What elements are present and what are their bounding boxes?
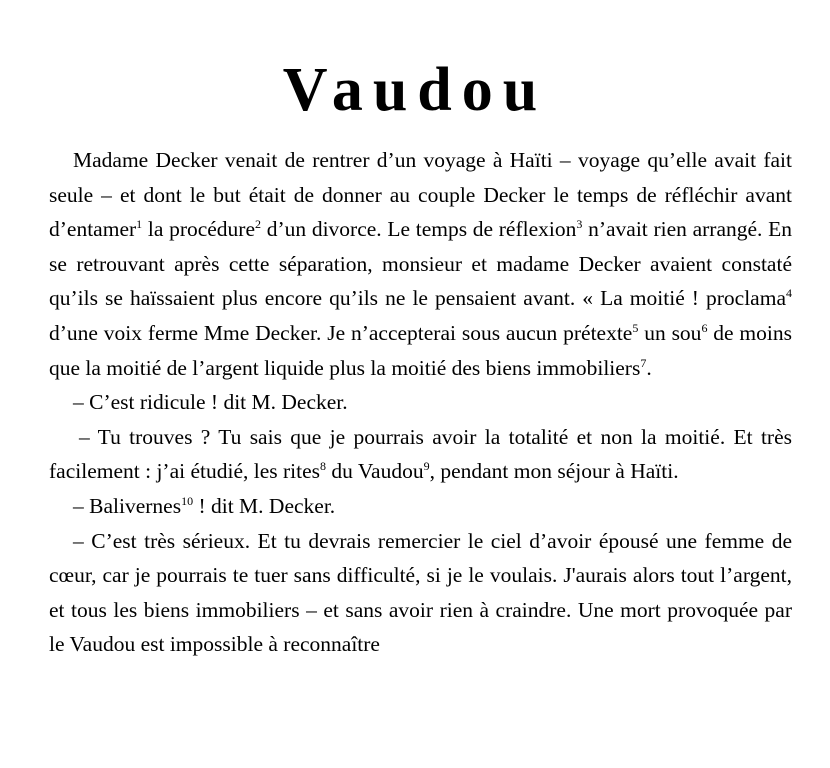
- footnote-ref: 3: [576, 217, 583, 232]
- text-run: d’un divorce. Le temps de réflexion: [261, 217, 577, 242]
- dialogue-line: [49, 385, 792, 420]
- text-run: – C’est très sérieux. Et tu devrais remercier le ciel d’avoir épousé une femme de cœur, car je pourrais te tuer sans difficulté, si je le voulais. J'aurais alors tout l’argent, et tous les biens immobiliers – et sans avoir rien à craindre. Une mort provoquée par le Vaudou est impossible à reconnaître: [49, 528, 792, 657]
- text-run: n’avait rien arrangé. En se retrouvant après cette séparation, monsieur et madame Decker avaient constaté qu’ils se haïssaient plus encore qu’ils ne le pensaient avant. « La moitié ! proclama: [49, 217, 792, 311]
- text-run: , pendant mon séjour à Haïti.: [429, 459, 679, 484]
- text-run: la procédure: [142, 217, 256, 242]
- dialogue-line: [49, 489, 792, 524]
- footnote-ref: 10: [181, 493, 194, 508]
- text-run: ! dit M. Decker.: [193, 493, 336, 518]
- paragraph: [49, 143, 792, 385]
- text-run: de moins que la moitié de l’argent liquide plus la moitié des biens immobiliers: [49, 320, 792, 380]
- text-run: – C’est ridicule ! dit M. Decker.: [73, 390, 348, 415]
- footnote-ref: 9: [423, 459, 430, 474]
- story-title: Vaudou: [282, 56, 548, 124]
- dialogue-line: [49, 524, 792, 662]
- dialogue-line: [49, 420, 792, 489]
- text-run: un sou: [638, 320, 702, 345]
- text-run: – Tu trouves ? Tu sais que je pourrais avoir la totalité et non la moitié. Et très facilement : j’ai étudié, les rites: [49, 424, 792, 484]
- text-run: Madame Decker venait de rentrer d’un voyage à Haïti – voyage qu’elle avait fait seule – et dont le but était de donner au couple Decker le temps de réfléchir avant d’entamer: [49, 148, 792, 242]
- footnote-ref: 1: [136, 217, 143, 232]
- text-run: du Vaudou: [326, 459, 424, 484]
- footnote-ref: 6: [701, 320, 708, 335]
- footnote-ref: 5: [632, 320, 639, 335]
- footnote-ref: 8: [320, 459, 327, 474]
- text-run: .: [646, 355, 652, 380]
- footnote-ref: 7: [640, 355, 647, 370]
- text-run: d’une voix ferme Mme Decker. Je n’accepterai sous aucun prétexte: [49, 320, 633, 345]
- text-run: – Balivernes: [73, 493, 182, 518]
- footnote-ref: 4: [786, 286, 792, 301]
- footnote-ref: 2: [255, 217, 262, 232]
- story-text: [49, 143, 792, 662]
